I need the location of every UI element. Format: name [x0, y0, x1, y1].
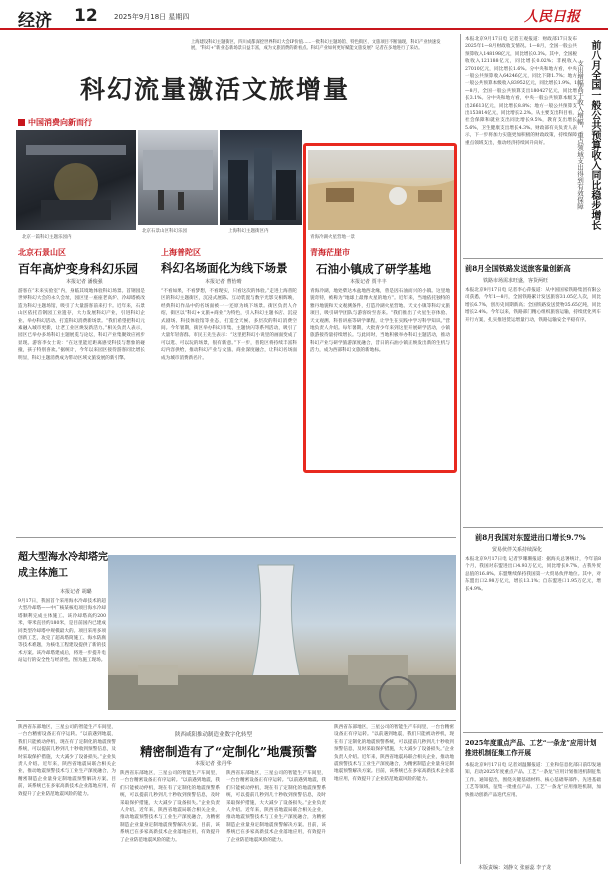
section-divider — [463, 258, 603, 259]
bottom-body-col3: 陕西省东部地区，三星公司的智能生产车间里，一台台精密设备正有序运转。“以前遇到地震，我们只能被动停机，现在有了定制化的地震预警系统，可以提前几秒到几十秒收到预警信息，及时采取保护措施，大大减少了设备损失。”企业负责人介绍。近年来，陕西省地震局联合相关企业，推动地震预警技术与工业生产深度融合，为精密制造企业量身定制地震预警解决方案。目前，该系统已在多家高新技术企业落地应用，有效提升了企业防范地震风险的能力。 — [226, 771, 326, 843]
article-body: 游客在“未来实验室”内，身临其境地体验科幻场景。首钢园是世界科幻大会的永久会址，园区里一座座老高炉、冷却塔被改造为科幻主题场馆，吸引了大量游客前来打卡。近年来，石景山区依托首钢园工业遗存，大力发展科幻产业，引进科幻企业、举办科幻活动、打造科幻消费新场景。“我们希望把科幻元素融入城市更新，让老工业区焕发新活力。”相关负责人表示，园区已举办多场科幻主题展览与论坛，科幻产业集聚效应初步显现。游客李女士说：“在这里能近距离感受科技与想象的碰撞，孩子特别喜欢。”据统计，今年以来园区接待游客同比增长明显，科幻主题消费成为带动区域文旅发展的新引擎。 — [18, 289, 145, 361]
sidebar-article-title: 前8月我国对东盟进出口增长9.7% — [475, 533, 586, 542]
photo-illustration — [108, 555, 456, 710]
photo-cooling-tower — [108, 555, 456, 710]
sidebar-sub-title: 支出增幅高于收入增幅，重点领域支出得到有效保障 — [576, 60, 584, 210]
bottom-body-col2: 陕西省东部地区，三星公司的智能生产车间里，一台台精密设备正有序运转。“以前遇到地震，我们只能被动停机，现在有了定制化的地震预警系统，可以提前几秒到几十秒收到预警信息，及时采取保护措施，大大减少了设备损失。”企业负责人介绍。近年来，陕西省地震局联合相关企业，推动地震预警技术与工业生产深度融合，为精密制造企业量身定制地震预警解决方案。目前，该系统已在多家高新技术企业落地应用，有效提升了企业防范地震风险的能力。 — [120, 771, 220, 843]
sidebar-article-body: 本报北京9月17日电 记者李心萍报道：从中国国家铁路集团有限公司获悉，今年1—8月，全国铁路累计发送旅客31.05亿人次，同比增长6.7%，创历史同期新高；全国铁路发送货物35.65亿吨，同比增长2.4%。今年以来，铁路部门精心组织旅客运输，持续优化列车开行方案，扎实推进货运增量行动，铁路运输安全平稳有序。 — [465, 288, 601, 323]
bottom-center-byline: 本报记者 张丹华 — [195, 761, 232, 767]
article-headline: 百年高炉变身科幻乐园 — [18, 262, 139, 276]
sidebar-article-subtitle: 贸易伙伴关系持续深化 — [492, 547, 543, 553]
photo-science-park — [138, 130, 218, 225]
section-divider — [16, 537, 456, 538]
photo-illustration — [16, 130, 136, 230]
article-location: 北京石景山区 — [18, 248, 66, 257]
bottom-left-title: 超大型海水冷却塔完成主体施工 — [18, 552, 108, 579]
feature-lede: 上海建设科幻主题街区，四川成都深挖世界科幻大会IP价值……一批科幻主题场馆、特色街区、文旅项目不断涌现，科幻产业快速发展，“科幻+”新业态新场景日益丰富，成为文旅消费的新看点。科幻产业如何更好赋能文旅发展？记者在多地进行了采访。 — [191, 40, 441, 51]
article-body: 青海冷湖，地处柴达木盆地西北缘，曾是因石油而兴的小镇。这里地貌奇特，被称为“地球上最像火星的地方”。近年来，当地依托独特的雅丹地貌和天文观测条件，打造冷湖火星营地、天文小镇等科幻文旅项目，吸引研学团队与游客纷至沓来。“我们推出了火星生存体验、天文观测、科普讲座等研学课程，让学生在实践中学习科学知识。”营地负责人介绍。每年暑期，大批青少年来到这里开展研学活动，小镇旅游接待量持续增长。与此同时，当地积极举办科幻主题活动，推动科幻产业与研学旅游深度融合，昔日的石油小镇正焕发出新的生机与活力，成为西部科幻文旅的新地标。 — [310, 289, 450, 354]
photo-caption: 青海冷湖火星营地一景 — [310, 235, 355, 240]
sidebar-article-body: 本报北京9月17日电 记者罗珊珊报道：据海关总署统计，今年前8个月，我国对东盟进出口4.93万亿元，同比增长9.7%，占我外贸总值的16.8%。东盟继续保持我国第一大贸易伙伴地位。其中，对东盟出口2.98万亿元，增长13.1%；自东盟进口1.95万亿元，增长4.9%。 — [465, 557, 601, 592]
article-byline: 本报记者 潘俊强 — [66, 279, 103, 285]
newspaper-logo: 人民日报 — [524, 9, 580, 25]
report-tag — [18, 117, 92, 128]
tag-square-icon — [18, 119, 25, 126]
photo-illustration — [308, 150, 454, 230]
article-body: “不看如果，不看梦想，不看现实，只看这次的体验。”走进上海普陀区的科幻主题街区，沉浸式展陈、互动装置与数字光影交相辉映，经典科幻作品中的名场面被一一还原为线下场景。街区负责人介绍，街区以“科幻+文旅+商业”为特色，引入科幻主题书店、沉浸式剧场、科技体验馆等业态，打造全天候、多层次的科幻消费空间。今年暑期，街区举办科幻市集、主题快闪等系列活动，吸引了大量年轻客群。市民王先生表示：“这里把科幻小说里的画面变成了可以逛、可以玩的场景，很有新意。”下一步，普陀区将持续丰富科幻内容供给，推动科幻产业与文旅、商业深度融合，让科幻名场面成为城市消费新名片。 — [161, 289, 297, 361]
sidebar-article-body: 本报北京9月17日电 记者刘温馨报道：工业和信息化部日前印发通知，启动2025年度重点产品、工艺“一条龙”应用计划推进机制征集工作。通知提出，围绕关键基础材料、核心基础零部件、先进基础工艺等领域，征集一批重点产品、工艺“一条龙”应用推进机制，加快推动创新产品迭代应用。 — [465, 763, 601, 798]
photo-mars-camp — [308, 150, 454, 230]
photo-illustration — [220, 130, 302, 225]
section-divider — [463, 732, 603, 733]
page-number: 12 — [74, 6, 98, 26]
article-location: 上海普陀区 — [161, 248, 201, 257]
section-name: 经济 — [18, 11, 52, 31]
photo-caption: 北京一篇科幻主题乐园内 — [22, 235, 72, 240]
section-divider — [463, 527, 603, 528]
sidebar-article-subtitle: 铁路市场需求旺盛，客货两旺 — [483, 278, 549, 284]
article-byline: 本报记者 曹怡晴 — [205, 279, 242, 285]
article-location: 青海茫崖市 — [310, 248, 350, 257]
bottom-center-label: 陕西咸阳推动制造业数字化转型 — [175, 732, 253, 738]
photo-caption: 上海科幻主题街区内 — [228, 229, 269, 234]
page-editors: 本版责编：刘静文 张丽蕊 李子龙 — [478, 865, 552, 871]
photo-caption: 北京石景山区科幻乐园 — [142, 229, 187, 234]
sidebar-article-title: 2025年度重点产品、工艺“一条龙”应用计划推进机制征集工作开展 — [465, 739, 597, 757]
bottom-body-col4: 陕西省东部地区，三星公司的智能生产车间里，一台台精密设备正有序运转。“以前遇到地震，我们只能被动停机，现在有了定制化的地震预警系统，可以提前几秒到几十秒收到预警信息，及时采取保护措施，大大减少了设备损失。”企业负责人介绍。近年来，陕西省地震局联合相关企业，推动地震预警技术与工业生产深度融合，为精密制造企业量身定制地震预警解决方案。目前，该系统已在多家高新技术企业落地应用，有效提升了企业防范地震风险的能力。 — [334, 725, 454, 782]
section-divider — [16, 720, 456, 721]
sidebar-divider — [460, 34, 461, 864]
photo-theme-park-interior — [16, 130, 136, 230]
bottom-left-byline: 本报记者 胡璐 — [60, 589, 92, 595]
report-tag-label: 中国消费向新而行 — [28, 118, 92, 127]
article-headline: 科幻名场面化为线下场景 — [161, 261, 288, 275]
bottom-left-body: 9月17日，我国首个采用海水冷却技术的超大型冷却塔——中广核某核电项目海水冷却塔顺利完成主体施工。该冷却塔高约200米，零米直径约180米，是目前国内已建成同类型冷却塔中规模最大的。项目采用多项创新工艺，攻克了超高塔筒施工、海水防腐等技术难题，为核电工程建设提供了新的技术方案。该冷却塔建成后，将进一步提升电站运行的安全性与经济性。图为施工现场。 — [18, 599, 106, 664]
photo-illustration — [138, 130, 218, 225]
photo-scifi-street — [220, 130, 302, 225]
article-byline: 本报记者 贾丰丰 — [350, 279, 387, 285]
bottom-center-headline: 精密制造有了“定制化”地震预警 — [140, 744, 317, 759]
bottom-body-col1: 陕西省东部地区，三星公司的智能生产车间里，一台台精密设备正有序运转。“以前遇到地震，我们只能被动停机，现在有了定制化的地震预警系统，可以提前几秒到几十秒收到预警信息，及时采取保护措施，大大减少了设备损失。”企业负责人介绍。近年来，陕西省地震局联合相关企业，推动地震预警技术与工业生产深度融合，为精密制造企业量身定制地震预警解决方案。目前，该系统已在多家高新技术企业落地应用，有效提升了企业防范地震风险的能力。 — [18, 725, 116, 797]
sidebar-main-title: 前八月全国一般公共预算收入同比稳步增长 — [589, 40, 600, 230]
issue-date: 2025年9月18日 星期四 — [114, 13, 190, 21]
sidebar-article-title: 前8月全国铁路发送旅客量创新高 — [465, 264, 571, 273]
feature-headline: 科幻流量激活文旅增量 — [80, 75, 351, 104]
sidebar-lead-body: 本报北京9月17日电 记者王观报道：财政部17日发布2025年1—8月财政收支情况。1—8月，全国一般公共预算收入148198亿元，同比增长0.3%。其中，全国税收收入121188亿元，同比增长0.02%；非税收入27010亿元，同比增长1.6%。分中央和地方看，中央一般公共预算收入64246亿元，同比下降1.7%；地方一般公共预算本级收入83952亿元，同比增长1.9%。1—8月，全国一般公共预算支出180427亿元，同比增长3.1%。分中央和地方看，中央一般公共预算本级支出26613亿元，同比增长8.8%；地方一般公共预算支出153814亿元，同比增长2.2%。从主要支出科目看，社会保障和就业支出同比增长9.5%，教育支出增长5.6%，卫生健康支出增长4.3%。财政部有关负责人表示，下一步将加力实施更加积极的财政政策，持续保障重点领域支出，推动经济持续回升向好。 — [465, 37, 577, 146]
masthead — [0, 0, 608, 30]
article-headline: 石油小镇成了研学基地 — [316, 262, 431, 276]
